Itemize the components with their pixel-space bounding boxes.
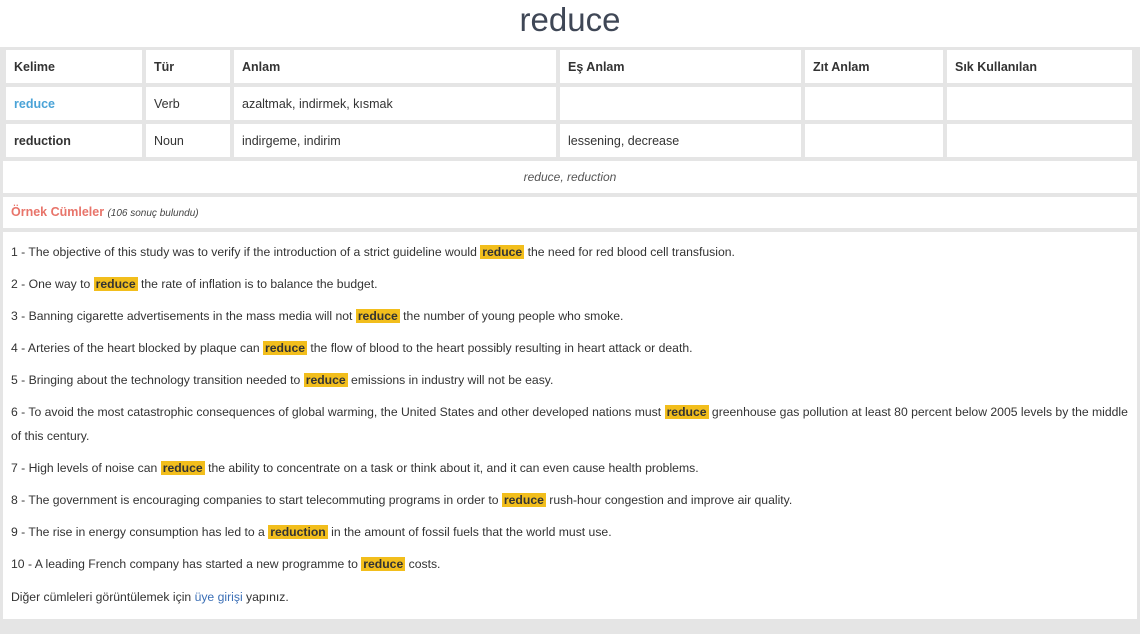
example-sentence bbox=[11, 488, 1129, 512]
examples-header bbox=[3, 197, 1137, 228]
table-header-row bbox=[6, 50, 1132, 83]
sentence-text: 1 - The objective of this study was to verify if the introduction of a strict guideline would bbox=[11, 245, 481, 259]
example-sentence bbox=[11, 520, 1129, 544]
header-kelime: Kelime bbox=[6, 50, 142, 83]
dictionary-panel bbox=[0, 47, 1140, 634]
synonym-cell: lessening, decrease bbox=[560, 124, 801, 157]
sentence-text: 9 - The rise in energy consumption has led to a bbox=[11, 525, 269, 539]
word-cell bbox=[6, 124, 142, 157]
word-forms: reduce, reduction bbox=[3, 161, 1137, 193]
header-tur: Tür bbox=[146, 50, 230, 83]
sentence-text: the ability to concentrate on a task or think about it, and it can even cause health problems. bbox=[204, 461, 699, 475]
login-note bbox=[11, 590, 1129, 604]
sentence-text: costs. bbox=[405, 557, 441, 571]
word-table bbox=[2, 46, 1136, 161]
sentence-text: emissions in industry will not be easy. bbox=[347, 373, 554, 387]
highlighted-word: reduce bbox=[305, 373, 346, 387]
sentence-text: 2 - One way to bbox=[11, 277, 94, 291]
sentence-text: the rate of inflation is to balance the budget. bbox=[137, 277, 378, 291]
page-title: reduce bbox=[519, 1, 621, 38]
antonym-cell bbox=[805, 124, 943, 157]
highlighted-word: reduce bbox=[503, 493, 544, 507]
antonym-cell bbox=[805, 87, 943, 120]
word-text: reduction bbox=[14, 133, 71, 148]
header-anlam: Anlam bbox=[234, 50, 556, 83]
header-es-anlam: Eş Anlam bbox=[560, 50, 801, 83]
table-row bbox=[6, 87, 1132, 120]
example-sentences bbox=[3, 232, 1137, 619]
type-cell: Noun bbox=[146, 124, 230, 157]
common-cell bbox=[947, 87, 1132, 120]
login-note-text: yapınız. bbox=[242, 590, 289, 604]
example-sentence bbox=[11, 336, 1129, 360]
sentence-text: rush-hour congestion and improve air quality. bbox=[545, 493, 793, 507]
synonym-cell bbox=[560, 87, 801, 120]
header-sik-kullanilan: Sık Kullanılan bbox=[947, 50, 1132, 83]
sentence-text: 6 - To avoid the most catastrophic consequences of global warming, the United States and other developed nations must bbox=[11, 405, 665, 419]
meaning-cell: indirgeme, indirim bbox=[234, 124, 556, 157]
example-sentence bbox=[11, 456, 1129, 480]
highlighted-word: reduce bbox=[357, 309, 398, 323]
example-sentence bbox=[11, 400, 1129, 448]
example-sentence bbox=[11, 272, 1129, 296]
sentence-text: the need for red blood cell transfusion. bbox=[524, 245, 735, 259]
example-sentence bbox=[11, 304, 1129, 328]
common-cell bbox=[947, 124, 1132, 157]
highlighted-word: reduce bbox=[265, 341, 305, 355]
table-row bbox=[6, 124, 1132, 157]
highlighted-word: reduce bbox=[95, 277, 136, 291]
login-note-text: Diğer cümleleri görüntülemek için bbox=[11, 590, 195, 604]
highlighted-word: reduce bbox=[363, 557, 404, 571]
sentence-text: 5 - Bringing about the technology transition needed to bbox=[11, 373, 304, 387]
highlighted-word: reduction bbox=[270, 525, 326, 539]
sentence-text: 4 - Arteries of the heart blocked by plaque can bbox=[11, 341, 264, 355]
sentence-text: 10 - A leading French company has started a new programme to bbox=[11, 557, 362, 571]
member-login-link[interactable]: üye girişi bbox=[194, 590, 243, 604]
type-cell: Verb bbox=[146, 87, 230, 120]
sentence-text: 3 - Banning cigarette advertisements in the mass media will not bbox=[11, 309, 356, 323]
sentence-text: greenhouse gas pollution at least 80 percent below 2005 levels by the middle of this century. bbox=[11, 405, 1128, 443]
examples-title: Örnek Cümleler bbox=[11, 205, 105, 219]
example-sentence bbox=[11, 552, 1129, 576]
examples-count: (106 sonuç bulundu) bbox=[107, 208, 199, 219]
sentence-text: 8 - The government is encouraging companies to start telecommuting programs in order to bbox=[11, 493, 502, 507]
word-cell[interactable] bbox=[6, 87, 142, 120]
highlighted-word: reduce bbox=[162, 461, 203, 475]
example-sentence bbox=[11, 368, 1129, 392]
sentence-text: the flow of blood to the heart possibly resulting in heart attack or death. bbox=[307, 341, 693, 355]
header-zit-anlam: Zıt Anlam bbox=[805, 50, 943, 83]
sentence-text: the number of young people who smoke. bbox=[399, 309, 624, 323]
sentence-text: in the amount of fossil fuels that the world must use. bbox=[327, 525, 612, 539]
highlighted-word: reduce bbox=[482, 245, 523, 259]
sentence-text: 7 - High levels of noise can bbox=[11, 461, 161, 475]
example-sentence bbox=[11, 240, 1129, 264]
meaning-cell: azaltmak, indirmek, kısmak bbox=[234, 87, 556, 120]
highlighted-word: reduce bbox=[666, 405, 707, 419]
word-link[interactable]: reduce bbox=[14, 96, 55, 111]
